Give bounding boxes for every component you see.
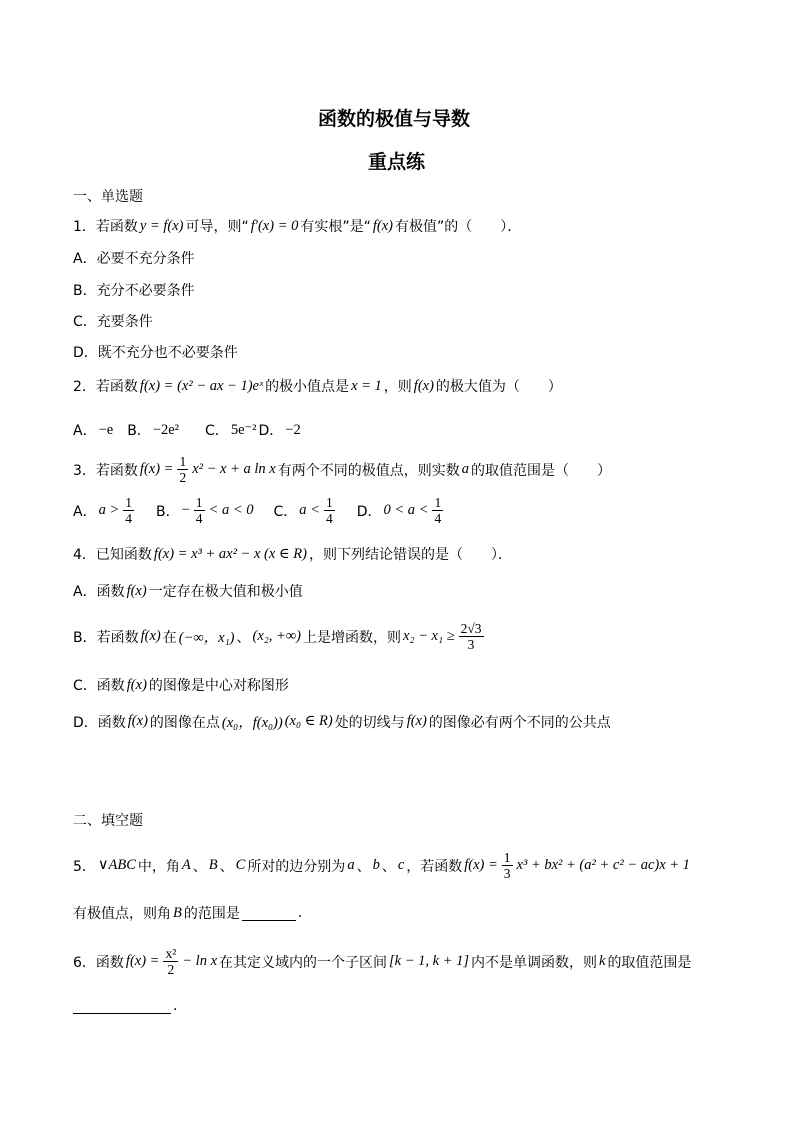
q6-fraction-numerator: x²	[165, 946, 177, 961]
q3-option-a-label: A．	[73, 503, 97, 520]
q2-formula-1: f(x) = (x² − ax − 1)eˣ	[139, 377, 264, 394]
q4-formula: f(x) = x³ + ax² − x (x ∈ R)	[153, 545, 307, 562]
q4-option-d-formula-2: (x₀，f(x₀))	[221, 715, 283, 731]
q3-option-b-label: B．	[156, 503, 180, 520]
q2-option-c: 5e⁻²	[230, 421, 257, 438]
q5-line2-angle: B	[173, 904, 182, 921]
q5-answer-blank[interactable]	[242, 906, 296, 921]
q3-fraction-denominator: 2	[179, 470, 187, 485]
document-title: 函数的极值与导数	[318, 108, 471, 130]
q3-prefix: 3．若函数	[73, 462, 138, 479]
q1-formula-3: f(x)	[372, 217, 393, 234]
q3-fraction	[177, 454, 188, 485]
q3-formula-lhs: f(x) =	[139, 461, 174, 477]
q4-option-b-text-2: 在	[162, 629, 177, 646]
q2-prefix: 2．若函数	[73, 379, 138, 395]
question-3	[73, 454, 611, 485]
q3-fraction-numerator: 1	[179, 454, 187, 469]
q6-formula-lhs: f(x) =	[125, 953, 160, 969]
q2-text-2: ，则	[383, 379, 412, 395]
q2-option-c-label: C．	[205, 423, 229, 439]
q1-option-a: A．必要不充分条件	[73, 251, 195, 267]
q4-option-d-text-1: D．函数	[73, 714, 126, 731]
q5-angle-b: B	[208, 857, 218, 873]
q5-line-2	[73, 903, 302, 923]
q4-option-b-denominator: 3	[467, 637, 475, 652]
q6-answer-blank[interactable]	[73, 999, 171, 1014]
q2-option-d: −2	[285, 421, 301, 438]
q1-text-2: 有实根”是“	[300, 219, 371, 235]
q3-option-b-sign: −	[181, 502, 190, 518]
q3-option-d-label: D．	[356, 503, 382, 520]
q1-formula-2: f′(x) = 0	[250, 217, 299, 234]
q4-option-c-formula: f(x)	[126, 676, 147, 693]
q5-sep-1: 、	[192, 858, 207, 875]
q5-angle-c: C	[235, 857, 246, 873]
document-subtitle: 重点练	[368, 151, 426, 173]
q3-formula-rhs: x² − x + a ln x	[192, 461, 276, 477]
q4-option-a-text-1: A．函数	[73, 584, 125, 600]
question-1	[73, 216, 521, 236]
q6-fraction	[163, 946, 178, 977]
q5-sep-4: 、	[381, 858, 396, 875]
section-heading-fill-blank: 二、填空题	[73, 813, 143, 829]
q3-variable: a	[461, 461, 469, 477]
q4-option-b-text-3: 、	[236, 629, 251, 646]
q3-option-c-fraction	[324, 495, 335, 526]
q1-text-3: 有极值”的（ ）．	[395, 219, 522, 235]
q4-option-d-formula-3: (x₀ ∈ R)	[284, 713, 333, 729]
q4-option-d	[73, 711, 611, 732]
q3-option-a-numerator: 1	[125, 495, 132, 510]
q1-option-b: B．充分不必要条件	[73, 283, 195, 299]
q2-option-d-label: D．	[258, 423, 284, 439]
q6-text-2: 内不是单调函数，则	[471, 954, 597, 971]
q3-option-d-numerator: 1	[434, 495, 442, 510]
q3-option-c-expr: a <	[299, 502, 320, 518]
q3-text-2: 的取值范围是（ ）	[470, 462, 611, 479]
q4-option-b-formula-3: (x₂, +∞)	[252, 628, 302, 644]
q3-option-a-denominator: 4	[125, 511, 132, 526]
q4-option-b-numerator: 2√3	[460, 621, 482, 636]
q4-option-b-formula-1: f(x)	[140, 628, 161, 644]
q5-fraction	[502, 850, 513, 881]
q6-period: .	[173, 998, 178, 1014]
q2-option-a-label: A．	[73, 423, 97, 439]
q6-fraction-denominator: 2	[167, 962, 175, 977]
q6-variable-k: k	[599, 953, 606, 969]
q6-text-3: 的取值范围是	[607, 954, 692, 971]
q6-text-1: 在其定义域内的一个子区间	[219, 954, 388, 971]
q4-option-b-formula-2: (−∞，x₁)	[178, 630, 235, 646]
q3-option-c-numerator: 1	[325, 495, 333, 510]
q1-option-d: D．既不充分也不必要条件	[73, 345, 238, 361]
q4-prefix: 4．已知函数	[73, 547, 152, 563]
q5-side-b: b	[372, 857, 380, 873]
q5-text-1: 中，角	[137, 858, 180, 875]
q4-option-c-text-2: 的图像是中心对称图形	[148, 678, 289, 694]
q2-option-b: −2e²	[152, 421, 180, 438]
q5-side-a: a	[347, 857, 355, 873]
q3-option-d-denominator: 4	[434, 511, 442, 526]
q2-option-a: −e	[98, 421, 114, 438]
q5-text-3: ，若函数	[406, 858, 463, 875]
q5-period: .	[297, 905, 303, 921]
q3-option-c-denominator: 4	[325, 511, 333, 526]
q5-angle-a: A	[181, 857, 191, 873]
q4-option-d-text-3: 处的切线与	[334, 714, 405, 731]
q1-prefix: 1．若函数	[73, 219, 138, 235]
q3-option-b-fraction	[194, 495, 205, 526]
q4-option-a	[73, 581, 303, 601]
q5-line2-text-2: 的范围是	[183, 906, 240, 922]
q4-option-a-text-2: 一定存在极大值和极小值	[148, 584, 303, 600]
q6-formula-rhs: − ln x	[182, 953, 218, 969]
q6-interval: [k − 1, k + 1]	[389, 953, 469, 969]
q4-text-1: ，则下列结论错误的是（ ）．	[308, 547, 512, 563]
q5-sep-3: 、	[356, 858, 371, 875]
q4-option-d-formula-4: f(x)	[406, 713, 427, 729]
q4-option-d-text-2: 的图像在点	[149, 714, 220, 731]
q3-option-b-denominator: 4	[195, 511, 203, 526]
question-6	[73, 946, 691, 977]
section-heading-single-choice: 一、单选题	[73, 189, 143, 205]
q5-text-2: 所对的边分别为	[247, 858, 346, 875]
q5-fraction-numerator: 1	[503, 850, 511, 865]
q3-text-1: 有两个不同的极值点，则实数	[277, 462, 460, 479]
q4-option-c-text-1: C．函数	[73, 678, 125, 694]
q5-formula-rhs: x³ + bx² + (a² + c² − ac)x + 1	[516, 857, 690, 873]
question-2	[73, 376, 562, 396]
q6-prefix: 6．函数	[73, 954, 124, 971]
q4-option-b	[73, 621, 486, 652]
q2-formula-2: x = 1	[351, 377, 382, 394]
q5-triangle: ∨ABC	[97, 857, 136, 873]
q5-formula-lhs: f(x) =	[464, 857, 498, 873]
q2-options	[73, 420, 301, 440]
q5-prefix: 5．	[73, 858, 96, 875]
q1-formula-1: y = f(x)	[139, 217, 184, 234]
q4-option-a-formula: f(x)	[126, 582, 147, 599]
q4-option-b-text-1: B．若函数	[73, 629, 139, 646]
q4-option-c	[73, 675, 289, 695]
q5-line2-text-1: 有极值点，则角	[73, 906, 171, 922]
q1-text-1: 可导，则“	[185, 219, 249, 235]
q4-option-d-formula-1: f(x)	[127, 713, 148, 729]
q1-option-c: C．充要条件	[73, 314, 153, 330]
q3-option-c-label: C．	[273, 503, 298, 520]
q3-option-a-fraction	[123, 495, 134, 526]
q5-side-c: c	[397, 857, 405, 873]
q2-text-1: 的极小值点是	[265, 379, 350, 395]
q2-formula-3: f(x)	[413, 377, 434, 394]
q4-option-d-text-4: 的图像必有两个不同的公共点	[428, 714, 611, 731]
q3-option-b-numerator: 1	[195, 495, 203, 510]
q3-option-d-expr: 0 < a <	[383, 502, 429, 518]
q4-option-b-text-4: 上是增函数，则	[303, 629, 402, 646]
q3-option-b-expr: < a < 0	[208, 502, 254, 518]
question-4	[73, 544, 512, 564]
q6-line-2	[73, 998, 177, 1014]
q3-option-d-fraction	[432, 495, 443, 526]
question-5	[73, 850, 690, 881]
q5-fraction-denominator: 3	[503, 866, 511, 881]
q4-option-b-fraction	[459, 621, 484, 652]
q4-option-b-formula-4: x₂ − x₁ ≥	[403, 628, 455, 644]
q3-options	[73, 495, 445, 526]
q3-option-a-expr: a >	[98, 502, 120, 518]
q5-sep-2: 、	[219, 858, 234, 875]
q2-option-b-label: B．	[127, 423, 151, 439]
q2-text-3: 的极大值为（ ）	[435, 379, 562, 395]
